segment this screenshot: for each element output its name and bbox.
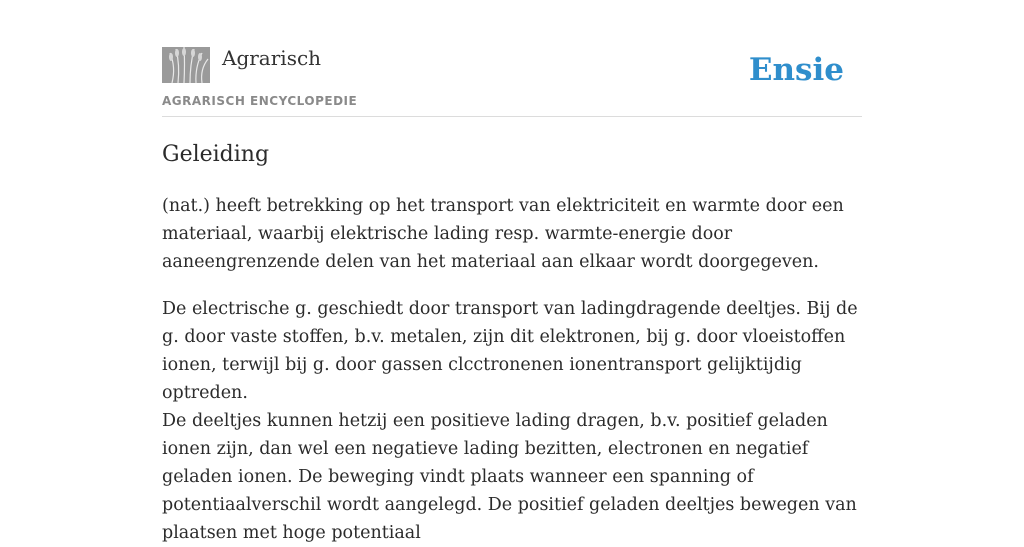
wheat-logo-icon[interactable] [162, 47, 210, 83]
site-subtitle: AGRARISCH ENCYCLOPEDIE [162, 94, 358, 108]
article-paragraph: De electrische g. geschiedt door transport van ladingdragende deeltjes. Bij de g. door vaste stoffen, b.v. metalen, zijn dit elektronen, bij g. door vloeistoffen ionen, terwijl bij g. door gassen clcctronenen ionentransport gelijktijdig optreden. [162, 299, 858, 403]
article-title: Geleiding [162, 142, 270, 167]
site-name[interactable]: Agrarisch [222, 46, 322, 70]
article-paragraph: (nat.) heeft betrekking op het transport van elektriciteit en warmte door een materiaal, waarbij elektrische lading resp. warmte-energie door aaneengrenzende delen van het materiaal aan elkaar wordt doorgegeven. [162, 196, 844, 272]
site-header [162, 0, 862, 117]
ensie-brand-logo[interactable]: Ensie [748, 52, 844, 88]
main-content [162, 0, 862, 543]
article-paragraph: De deeltjes kunnen hetzij een positieve lading dragen, b.v. positief geladen ionen zijn, dan wel een negatieve lading bezitten, electronen en negatief geladen ionen. De beweging vindt plaats wanneer een spanning of potentiaalverschil wordt aangelegd. De positief geladen deeltjes bewegen van plaatsen met hoge potentiaal [162, 411, 857, 543]
